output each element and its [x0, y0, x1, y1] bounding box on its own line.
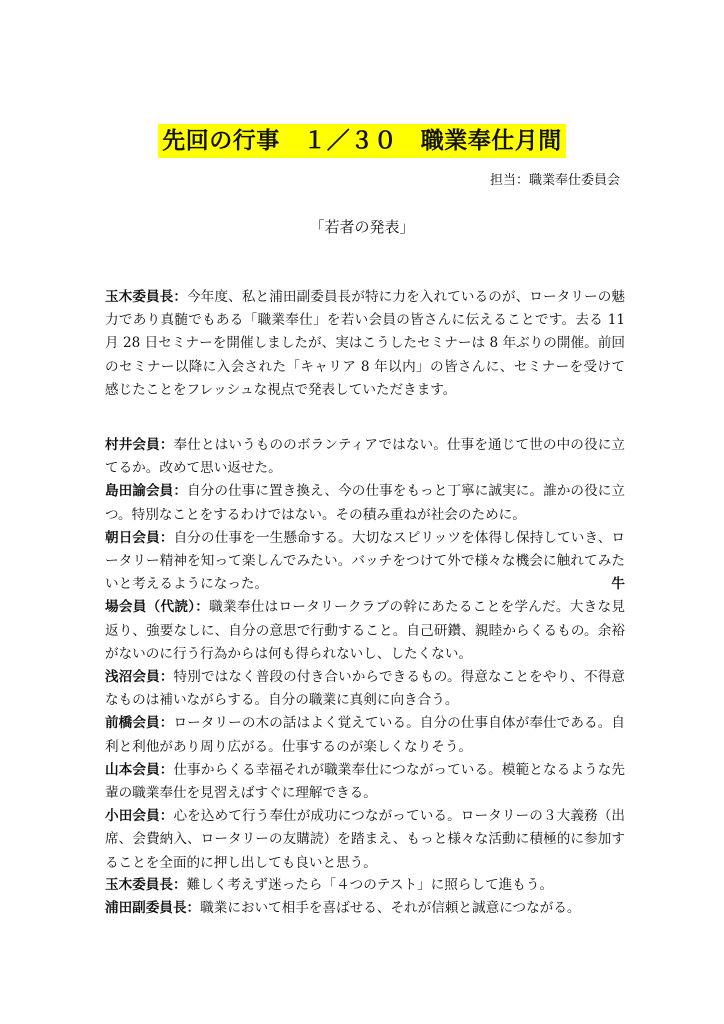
speaker-label: 浅沼会員： [105, 669, 174, 686]
byline: 担当：職業奉仕委員会 [489, 173, 620, 188]
subtitle: 「若者の発表」 [309, 218, 415, 236]
statement [105, 759, 625, 805]
closing-section [105, 874, 625, 920]
statement [105, 805, 625, 875]
title-container [0, 124, 724, 158]
trailing-char: 牛 [611, 576, 625, 593]
statement-text: 仕事からくる幸福それが職業奉仕につながっている。模範となるような先輩の職業奉仕を見習えばすぐに理解できる。 [105, 761, 626, 802]
statement [105, 480, 625, 526]
speaker-label: 山本会員： [105, 761, 174, 778]
statement-text: 職業奉仕はロータリークラブの幹にあたることを学んだ。大きな見返り、強要なしに、自分の意思で行動すること。自己研鑽、親睦からくるもの。余裕がないのに行う行為からは何も得られないし、したくない。 [105, 599, 626, 662]
statement [105, 712, 625, 758]
speaker-label: 前橋会員： [105, 715, 174, 732]
speaker-label: 浦田副委員長： [105, 900, 201, 917]
statement-text: 職業において相手を喜ばせる、それが信頼と誠意につながる。 [200, 900, 581, 917]
statement-text: 心を込めて行う奉仕が成功につながっている。ロータリーの３大義務（出席、会費納入、ロータリーの友購読）を踏まえ、もっと様々な活動に積極的に参加することを全面的に押し出しても良いと思う。 [105, 808, 626, 871]
closing-statement [105, 874, 625, 897]
speaker-label: 朝日会員： [105, 529, 174, 546]
speaker-label: 玉木委員長： [105, 289, 188, 305]
statement [105, 596, 625, 666]
statement-text: 自分の仕事に置き換え、今の仕事をもっと丁寧に誠実に。誰かの役に立つ。特別なことをするわけではない。その積み重ねが社会のために。 [105, 483, 625, 523]
speaker-label: 小田会員： [105, 808, 174, 825]
speaker-label: 村井会員： [105, 437, 174, 453]
statement [105, 666, 625, 712]
intro-paragraph [105, 286, 625, 402]
statement-text: 奉仕とはいうもののボランティアではない。仕事を通じて世の中の役に立てるか。改めて思い返せた。 [105, 437, 625, 477]
speaker-label: 場会員（代読）： [105, 599, 210, 616]
closing-statement [105, 897, 625, 920]
statement-text: 自分の仕事を一生懸命する。大切なスピリッツを体得し保持していき、ロータリー精神を知って楽しんでみたい。バッチをつけて外で様々な機会に触れてみたいと考えるようになった。 [105, 529, 626, 593]
statement-text: ロータリーの木の話はよく覚えている。自分の仕事自体が奉仕である。自利と利他があり周り広がる。仕事するのが楽しくなりそう。 [105, 715, 626, 755]
speaker-label: 島田諭会員： [105, 483, 187, 500]
page-title: 先回の行事 １／３０ 職業奉仕月間 [158, 124, 566, 158]
statement [105, 527, 625, 597]
intro-section [105, 286, 625, 402]
statement-text: 特別ではなく普段の付き合いからできるもの。得意なことをやり、不得意なものは補いながらする。自分の職業に真剣に向き合う。 [105, 669, 625, 709]
statements-section [105, 434, 625, 875]
statement-text: 今年度、私と浦田副委員長が特に力を入れているのが、ロータリーの魅力であり真髄でもある「職業奉仕」を若い会員の皆さんに伝えることです。去る 11 月 28 日セミナーを開催しましたが、実はこうしたセミナーは 8 年ぶりの開催。前回のセミナー以降に入会された「キャリア 8 年以内」の皆さんに、セミナーを受けて感じたことをフレッシュな視点で発表していただきます。 [105, 289, 626, 398]
statement-text: 難しく考えず迷ったら「４つのテスト」に照らして進もう。 [186, 877, 554, 893]
speaker-label: 玉木委員長： [105, 877, 187, 893]
statement [105, 434, 625, 480]
